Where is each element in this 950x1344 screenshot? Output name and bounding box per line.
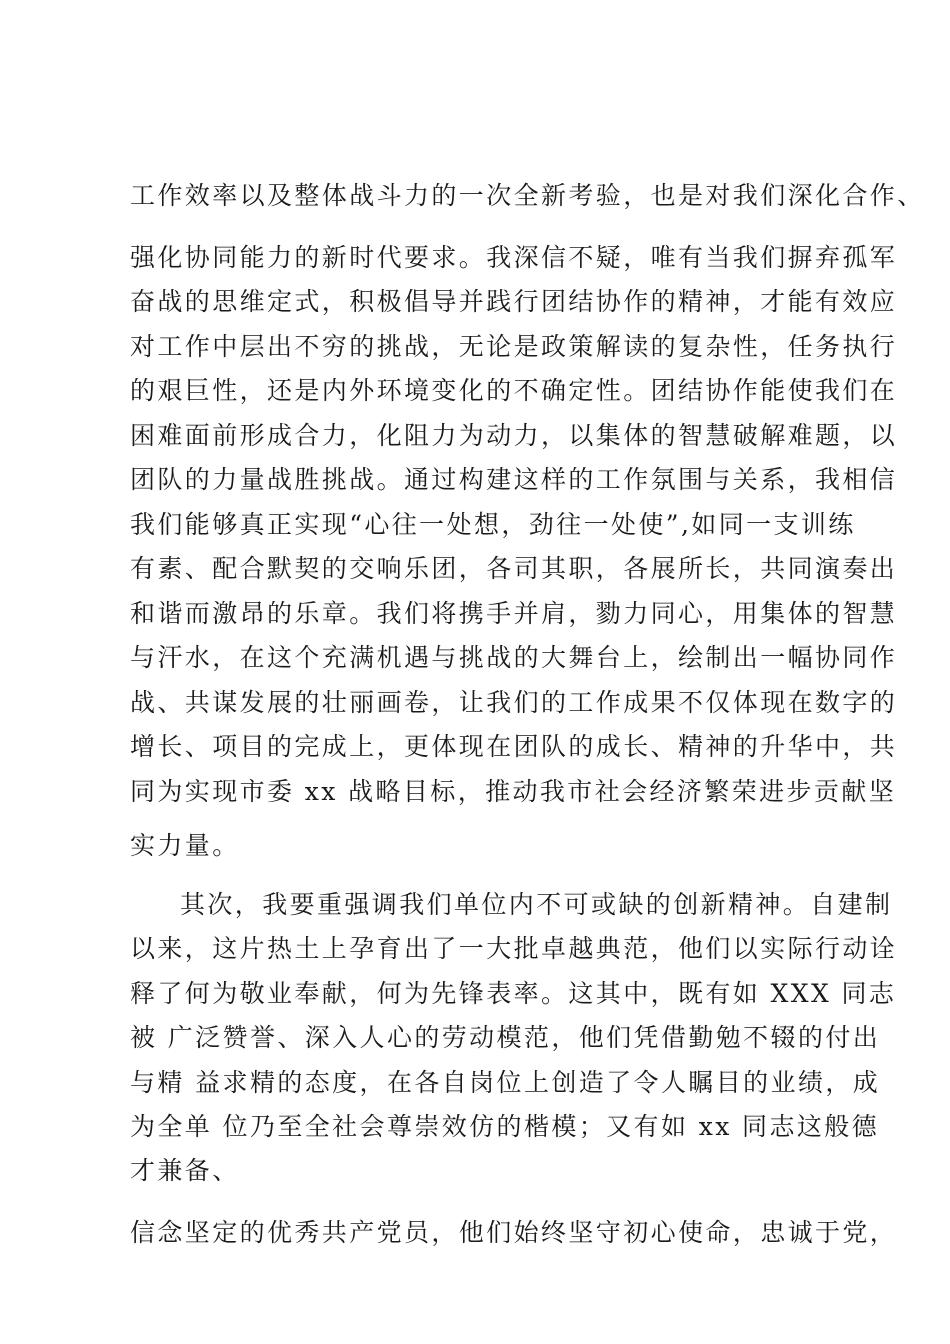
text-line: 战、共谋发展的壮丽画卷，让我们的工作成果不仅体现在数字的: [130, 688, 898, 717]
text-line: 团队的力量战胜挑战。通过构建这样的工作氛围与关系，我相信: [130, 465, 898, 494]
text-line: 才兼备、: [130, 1156, 240, 1185]
text-line: 以来，这片热土上孕育出了一大批卓越典范，他们以实际行动诠: [130, 934, 898, 963]
text-line: 增长、项目的完成上，更体现在团队的成长、精神的升华中，共: [130, 732, 898, 761]
text-line: 有素、配合默契的交响乐团，各司其职，各展所长，共同演奏出: [130, 554, 898, 583]
text-line: 同为实现市委 xx 战略目标，推动我市社会经济繁荣进步贡献坚: [130, 777, 897, 806]
text-line: 困难面前形成合力，化阻力为动力，以集体的智慧破解难题，以: [130, 421, 898, 450]
text-line: 强化协同能力的新时代要求。我深信不疑，唯有当我们摒弃孤军: [130, 243, 898, 272]
text-line: 对工作中层出不穷的挑战，无论是政策解读的复杂性，任务执行: [130, 332, 898, 361]
text-line: 与汗水，在这个充满机遇与挑战的大舞台上，绘制出一幅协同作: [130, 643, 898, 672]
paragraph-first-line: 其次，我要重强调我们单位内不可或缺的创新精神。自建制: [180, 890, 893, 919]
text-line: 工作效率以及整体战斗力的一次全新考验，也是对我们深化合作、: [130, 181, 925, 210]
text-line: 释了何为敬业奉献，何为先锋表率。这其中，既有如 XXX 同志: [130, 979, 897, 1008]
text-line: 我们能够真正实现“心往一处想，劲往一处使”,如同一支训练: [130, 510, 856, 539]
text-line: 奋战的思维定式，积极倡导并践行团结协作的精神，才能有效应: [130, 287, 898, 316]
text-line: 信念坚定的优秀共产党员，他们始终坚守初心使命，忠诚于党，: [130, 1218, 898, 1247]
text-line: 实力量。: [130, 831, 240, 860]
text-line: 被 广泛赞誉、深入人心的劳动模范，他们凭借勤勉不辍的付出: [130, 1023, 881, 1052]
text-line: 的艰巨性，还是内外环境变化的不确定性。团结协作能使我们在: [130, 376, 898, 405]
text-line: 为全单 位乃至全社会尊崇效仿的楷模；又有如 xx 同志这般德: [130, 1112, 880, 1141]
text-line: 和谐而激昂的乐章。我们将携手并肩，勠力同心，用集体的智慧: [130, 599, 898, 628]
text-line: 与精 益求精的态度，在各自岗位上创造了令人瞩目的业绩，成: [130, 1068, 881, 1097]
